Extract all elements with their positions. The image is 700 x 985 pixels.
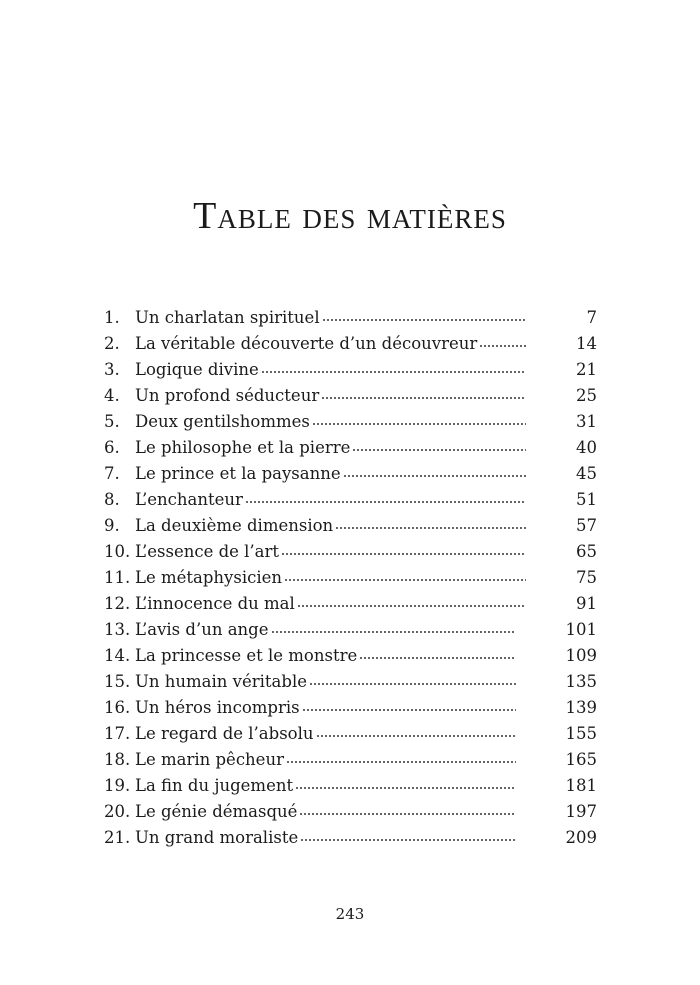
toc-entry[interactable]: [104, 305, 597, 331]
toc-entry-title: Un charlatan spirituel: [135, 308, 320, 327]
toc-entry-page: 101: [565, 620, 597, 639]
toc-entry[interactable]: [104, 331, 597, 357]
dot-leader: [245, 500, 526, 504]
toc-entry[interactable]: [104, 825, 597, 851]
toc-entry[interactable]: [104, 435, 597, 461]
dot-leader: [479, 344, 526, 348]
toc-entry-number: 2.: [104, 334, 120, 353]
toc-entry[interactable]: [104, 591, 597, 617]
toc-entry-title: La véritable découverte d’un découvreur: [135, 334, 478, 353]
toc-entry-title: Un humain véritable: [135, 672, 307, 691]
dot-leader: [321, 396, 526, 400]
page-title: Table des matières: [193, 195, 507, 237]
toc-entry-page: 181: [565, 776, 597, 795]
toc-entry-page: 165: [565, 750, 597, 769]
toc-entry-number: 7.: [104, 464, 120, 483]
toc-entry-page: 45: [576, 464, 597, 483]
dot-leader: [359, 656, 515, 660]
toc-entry[interactable]: [104, 747, 597, 773]
toc-entry[interactable]: [104, 669, 597, 695]
toc-entry-number: 20.: [104, 802, 131, 821]
dot-leader: [316, 734, 516, 738]
toc-entry-page: 155: [565, 724, 597, 743]
dot-leader: [271, 630, 516, 634]
toc-entry-number: 21.: [104, 828, 131, 847]
toc-entry-title: Deux gentilshommes: [135, 412, 310, 431]
toc-entry-page: 7: [586, 308, 597, 327]
toc-entry[interactable]: [104, 773, 597, 799]
table-of-contents: [104, 305, 597, 851]
toc-entry[interactable]: [104, 695, 597, 721]
toc-entry-number: 11.: [104, 568, 131, 587]
dot-leader: [297, 604, 526, 608]
toc-entry-number: 9.: [104, 516, 120, 535]
toc-entry-title: L’innocence du mal: [135, 594, 295, 613]
toc-entry-page: 31: [576, 412, 597, 431]
toc-entry[interactable]: [104, 513, 597, 539]
toc-entry-title: Le prince et la paysanne: [135, 464, 341, 483]
toc-entry-number: 14.: [104, 646, 131, 665]
page-number: 243: [335, 905, 365, 923]
dot-leader: [335, 526, 526, 530]
toc-entry[interactable]: [104, 721, 597, 747]
toc-entry-number: 8.: [104, 490, 120, 509]
toc-entry[interactable]: [104, 617, 597, 643]
toc-entry-number: 5.: [104, 412, 120, 431]
toc-entry-title: Le regard de l’absolu: [135, 724, 314, 743]
toc-entry-page: 139: [565, 698, 597, 717]
toc-entry-number: 6.: [104, 438, 120, 457]
toc-entry-title: La princesse et le monstre: [135, 646, 358, 665]
toc-entry-title: Le génie démasqué: [135, 802, 298, 821]
toc-entry-title: Un profond séducteur: [135, 386, 320, 405]
toc-entry[interactable]: [104, 565, 597, 591]
toc-entry-page: 40: [576, 438, 597, 457]
toc-entry[interactable]: [104, 357, 597, 383]
toc-entry-number: 3.: [104, 360, 120, 379]
toc-entry-title: L’avis d’un ange: [135, 620, 269, 639]
toc-entry-number: 10.: [104, 542, 131, 561]
dot-leader: [300, 838, 515, 842]
toc-entry-title: Un héros incompris: [135, 698, 300, 717]
dot-leader: [284, 578, 526, 582]
toc-entry-number: 1.: [104, 308, 120, 327]
toc-entry-number: 15.: [104, 672, 131, 691]
toc-entry-page: 14: [576, 334, 597, 353]
toc-entry-page: 209: [565, 828, 597, 847]
toc-entry-title: L’enchanteur: [135, 490, 243, 509]
toc-entry-number: 4.: [104, 386, 120, 405]
toc-entry-number: 16.: [104, 698, 131, 717]
toc-entry-page: 51: [576, 490, 597, 509]
toc-entry-title: Logique divine: [135, 360, 259, 379]
toc-entry-page: 65: [576, 542, 597, 561]
dot-leader: [299, 812, 515, 816]
toc-entry-page: 197: [565, 802, 597, 821]
toc-entry-title: Un grand moraliste: [135, 828, 299, 847]
toc-entry[interactable]: [104, 643, 597, 669]
toc-entry-number: 19.: [104, 776, 131, 795]
dot-leader: [312, 422, 526, 426]
toc-entry-number: 17.: [104, 724, 131, 743]
dot-leader: [352, 448, 526, 452]
dot-leader: [343, 474, 526, 478]
dot-leader: [302, 708, 516, 712]
toc-entry[interactable]: [104, 383, 597, 409]
dot-leader: [295, 786, 515, 790]
toc-entry-title: Le philosophe et la pierre: [135, 438, 351, 457]
dot-leader: [281, 552, 526, 556]
toc-entry[interactable]: [104, 799, 597, 825]
toc-entry[interactable]: [104, 461, 597, 487]
toc-entry[interactable]: [104, 539, 597, 565]
toc-entry-page: 91: [576, 594, 597, 613]
toc-entry-title: Le métaphysicien: [135, 568, 283, 587]
toc-entry-page: 25: [576, 386, 597, 405]
toc-entry-page: 57: [576, 516, 597, 535]
toc-entry-page: 21: [576, 360, 597, 379]
toc-entry-title: L’essence de l’art: [135, 542, 280, 561]
toc-entry-number: 13.: [104, 620, 131, 639]
dot-leader: [322, 318, 527, 322]
toc-entry-title: La deuxième dimension: [135, 516, 334, 535]
toc-entry-title: Le marin pêcheur: [135, 750, 284, 769]
dot-leader: [309, 682, 516, 686]
dot-leader: [286, 760, 516, 764]
toc-entry-number: 18.: [104, 750, 131, 769]
toc-entry-page: 135: [565, 672, 597, 691]
toc-entry-page: 109: [565, 646, 597, 665]
toc-entry-page: 75: [576, 568, 597, 587]
dot-leader: [261, 370, 526, 374]
toc-entry[interactable]: [104, 487, 597, 513]
toc-entry-number: 12.: [104, 594, 131, 613]
toc-entry[interactable]: [104, 409, 597, 435]
toc-entry-title: La fin du jugement: [135, 776, 294, 795]
